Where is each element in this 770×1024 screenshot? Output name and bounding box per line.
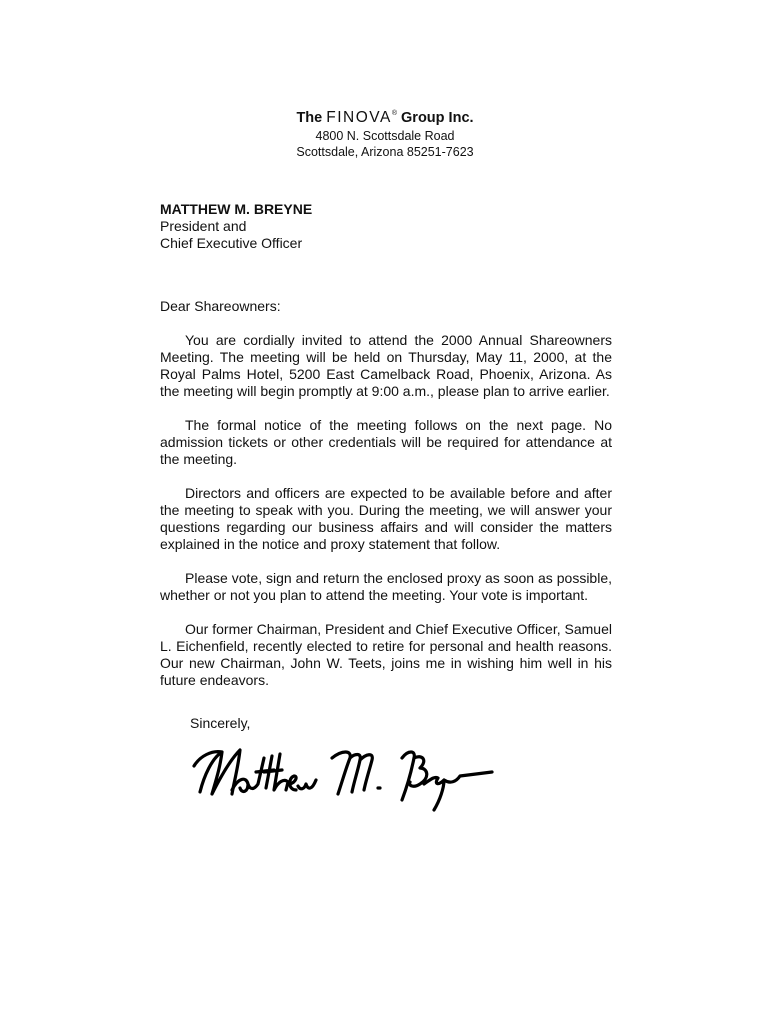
paragraph-directors: Directors and officers are expected to be available before and after the meeting to speak with you. During the meeting, we will answer your questions regarding our business affairs and will consider the matters explained in the notice and proxy statement that follow. bbox=[160, 485, 612, 552]
letterhead bbox=[0, 104, 770, 160]
registered-mark: ® bbox=[391, 110, 397, 117]
sender-title-line-1: President and bbox=[160, 218, 247, 234]
address-street: 4800 N. Scottsdale Road bbox=[315, 129, 455, 143]
paragraph-invitation: You are cordially invited to attend the 2000 Annual Shareowners Meeting. The meeting will be held on Thursday, May 11, 2000, at the Royal Palms Hotel, 5200 East Camelback Road, Phoenix, Arizona. As the meeting will begin promptly at 9:00 a.m., please plan to arrive earlier. bbox=[160, 332, 612, 399]
sender-block bbox=[160, 201, 312, 252]
paragraph-former-chairman: Our former Chairman, President and Chief Executive Officer, Samuel L. Eichenfield, recently elected to retire for personal and health reasons. Our new Chairman, John W. Teets, joins me in wishing him well in his future endeavors. bbox=[160, 621, 612, 688]
company-name bbox=[0, 104, 770, 128]
company-suffix: Group Inc. bbox=[401, 110, 474, 126]
handwritten-signature bbox=[182, 728, 502, 818]
sender-name: MATTHEW M. BREYNE bbox=[160, 201, 313, 217]
paragraph-formal-notice: The formal notice of the meeting follows on the next page. No admission tickets or other credentials will be required for attendance at the meeting. bbox=[160, 417, 612, 467]
closing: Sincerely, bbox=[190, 715, 251, 731]
company-prefix: The bbox=[296, 110, 323, 126]
address-city: Scottsdale, Arizona 85251-7623 bbox=[296, 145, 474, 159]
paragraph-vote: Please vote, sign and return the enclosed proxy as soon as possible, whether or not you plan to attend the meeting. Your vote is important. bbox=[160, 570, 612, 603]
company-brand-text: FINOVA bbox=[326, 109, 392, 126]
letter-body bbox=[160, 298, 612, 706]
salutation: Dear Shareowners: bbox=[160, 298, 281, 314]
company-brand-logo bbox=[326, 109, 397, 126]
sender-title-line-2: Chief Executive Officer bbox=[160, 235, 303, 251]
